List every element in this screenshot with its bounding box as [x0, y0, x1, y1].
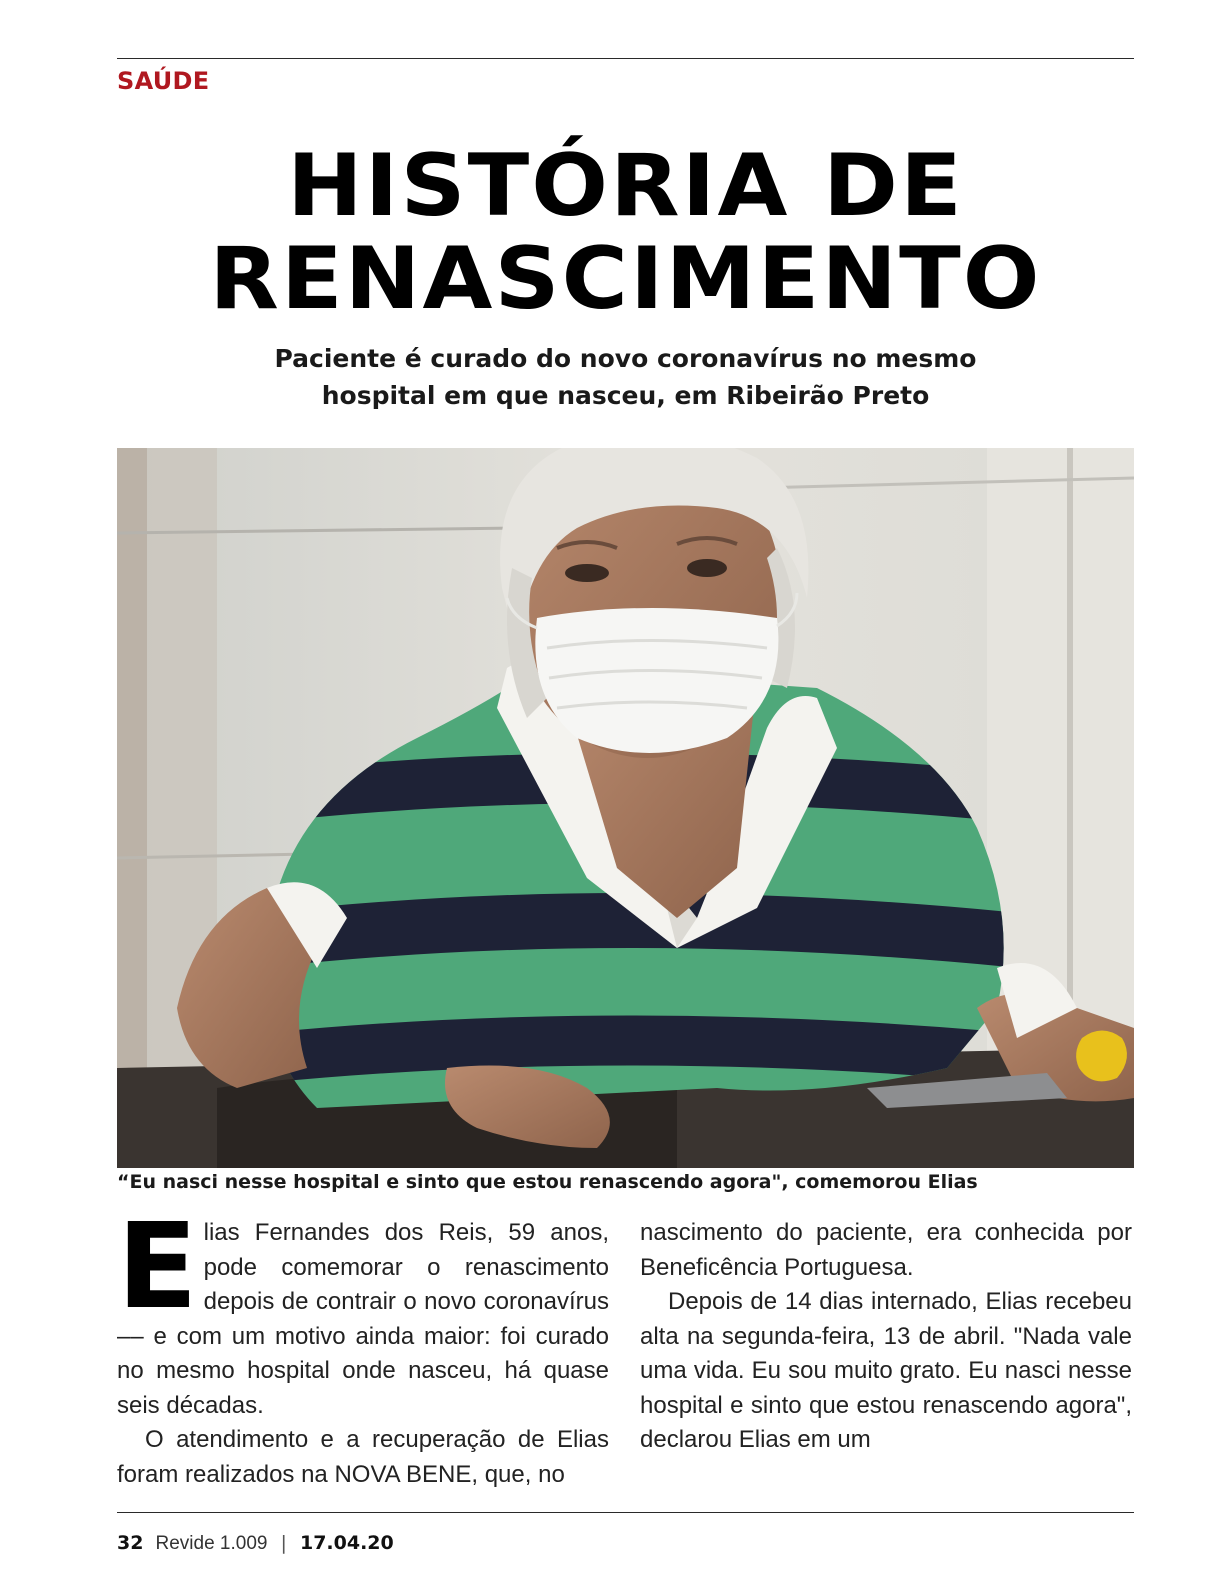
subheadline [117, 340, 1134, 414]
paragraph: O atendimento e a recuperação de Elias foram realizados na NOVA BENE, que, no [117, 1426, 609, 1488]
article-column-left [117, 1197, 609, 1492]
magazine-issue: Revide 1.009 [155, 1533, 268, 1554]
paragraph: nascimento do paciente, era conhecida por Beneficência Portuguesa. [640, 1219, 1132, 1281]
headline-line-1: HISTÓRIA DE [287, 136, 964, 236]
article-photo [117, 448, 1134, 1168]
top-rule [117, 58, 1134, 59]
subheadline-line-2: hospital em que nasceu, em Ribeirão Preto [321, 381, 930, 410]
paragraph-text: lias Fernandes dos Reis, 59 anos, pode comemorar o renascimento depois de contrair o novo coronavírus –– e com um motivo ainda maior: foi curado no mesmo hospital onde nasceu, há quase seis décadas. [117, 1219, 609, 1419]
headline-line-2: RENASCIMENTO [209, 229, 1042, 329]
paragraph: Depois de 14 dias internado, Elias recebeu alta na segunda-feira, 13 de abril. "Nada vale uma vida. Eu sou muito grato. Eu nasci nesse hospital e sinto que estou renascendo agora", declarou Elias em um [640, 1288, 1132, 1453]
bottom-rule [117, 1512, 1134, 1513]
page-footer [117, 1532, 394, 1555]
subheadline-line-1: Paciente é curado do novo coronavírus no mesmo [274, 344, 977, 373]
article-column-right [640, 1216, 1132, 1458]
paragraph [117, 1197, 609, 1423]
issue-date: 17.04.20 [299, 1532, 394, 1554]
footer-separator: | [280, 1532, 287, 1554]
section-label: SAÚDE [117, 67, 210, 95]
photo-illustration [117, 448, 1134, 1168]
page-number: 32 [117, 1532, 144, 1554]
photo-caption: “Eu nasci nesse hospital e sinto que estou renascendo agora", comemorou Elias [117, 1171, 978, 1193]
headline [92, 136, 1160, 329]
drop-cap: E [117, 1197, 198, 1335]
